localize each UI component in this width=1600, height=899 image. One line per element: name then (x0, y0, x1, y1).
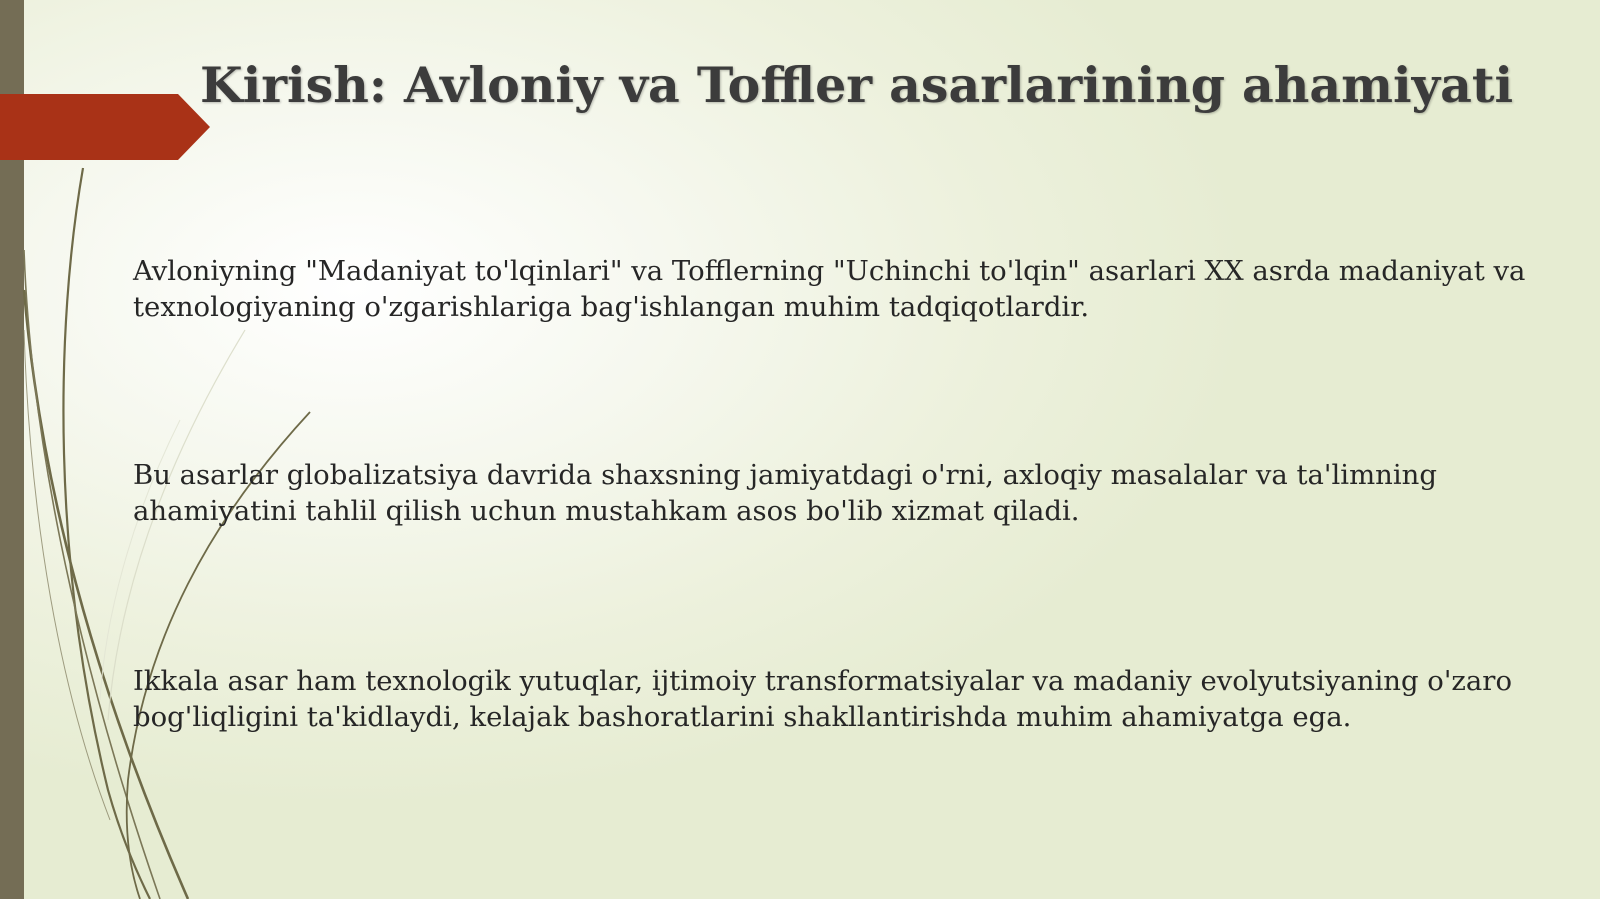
red-arrow-shape (0, 94, 210, 160)
paragraph-2: Bu asarlar globalizatsiya davrida shaxsning jamiyatdagi o'rni, axloqiy masalalar va ta'limning ahamiyatini tahlil qilish uchun mustahkam asos bo'lib xizmat qiladi. (133, 459, 1437, 527)
paragraph-1: Avloniyning "Madaniyat to'lqinlari" va Tofflerning "Uchinchi to'lqin" asarlari XX asrda madaniyat va texnologiyaning o'zgarishlariga bag'ishlangan muhim tadqiqotlardir. (133, 255, 1526, 323)
slide-title: Kirish: Avloniy va Toffler asarlarining ahamiyati (200, 56, 1514, 114)
paragraph-3: Ikkala asar ham texnologik yutuqlar, ijtimoiy transformatsiyalar va madaniy evolyutsiyaning o'zaro bog'liqligini ta'kidlaydi, kelajak bashoratlarini shakllantirishda muhim ahamiyatga ega. (133, 665, 1513, 733)
